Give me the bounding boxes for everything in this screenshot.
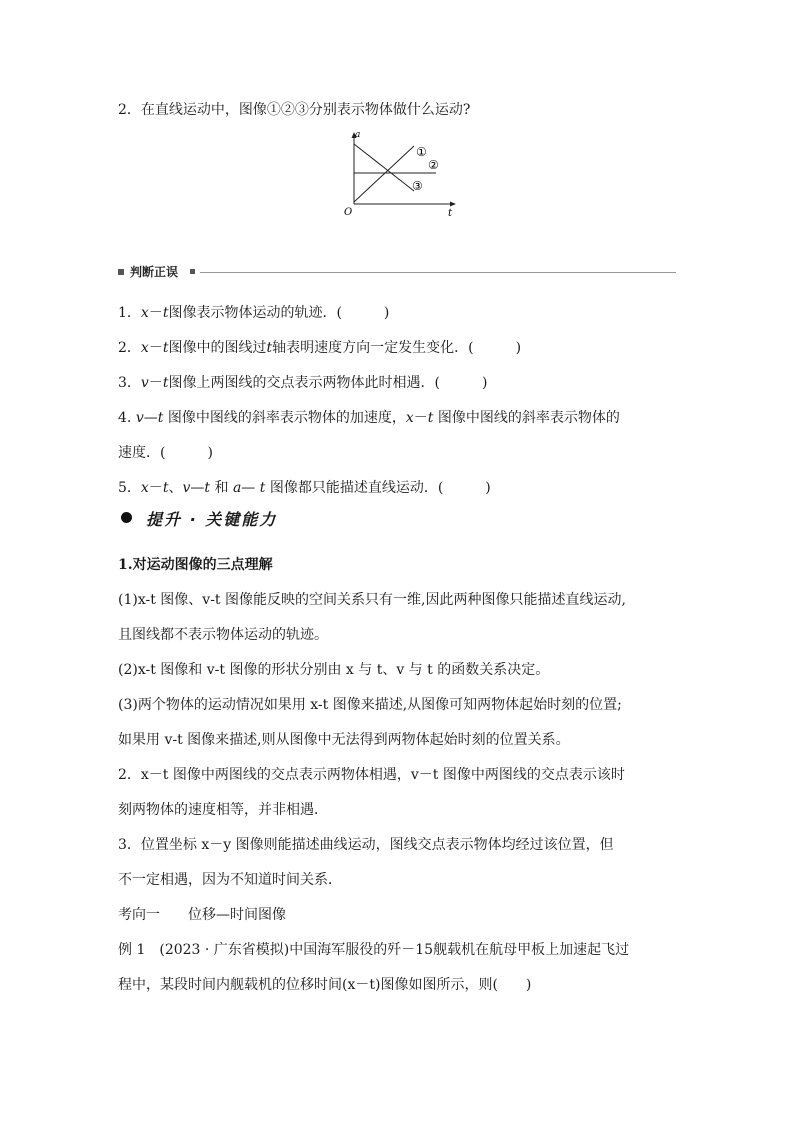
question-2 <box>118 100 470 120</box>
point-1-line-5: 如果用 v-t 图像来描述,则从图像中无法得到两物体起始时刻的位置关系。 <box>118 732 570 748</box>
math-var: x <box>140 340 149 356</box>
math-var: t <box>162 305 169 321</box>
math-var: v <box>140 375 149 391</box>
x-axis-label: t <box>448 208 453 219</box>
judge-item-2 <box>118 338 521 358</box>
item-number: 3． <box>118 375 141 391</box>
item-number: 1． <box>118 305 141 321</box>
item-text: 图像中图线的斜率表示物体的加速度， <box>167 410 406 426</box>
example-line-2: 程中，某段时间内舰载机的位移时间(x－t)图像如图所示，则( ) <box>118 977 532 993</box>
point-2-line-2: 刻两物体的速度相等，并非相遇． <box>118 802 328 818</box>
math-op: － <box>148 340 163 356</box>
point-3-line-1: 3．位置坐标 x－y 图像则能描述曲线运动，图线交点表示物体均经过该位置，但 <box>118 837 614 853</box>
example-line-1: 例 1 (2023 · 广东省模拟)中国海军服役的歼－15舰载机在航母甲板上加速起飞过 <box>118 942 630 958</box>
section-marker <box>118 269 124 275</box>
item-text: 图像都只能描述直线运动．( ) <box>269 480 491 496</box>
y-axis-label: a <box>355 130 361 140</box>
section-rule <box>200 272 676 273</box>
item-number: 4. <box>118 410 132 426</box>
judge-item-3 <box>118 373 487 393</box>
graph-line-3 <box>354 144 414 191</box>
acceleration-time-graph <box>338 128 466 220</box>
math-var: t <box>266 340 273 356</box>
item-text: 轴表明速度方向一定发生变化．( ) <box>272 340 522 356</box>
point-1-line-1: (1)x-t 图像、v-t 图像能反映的空间关系只有一维,因此两种图像只能描述直线运动, <box>118 592 626 608</box>
item-text: 图像中的图线过 <box>168 340 267 356</box>
item-text: 图像表示物体运动的轨迹．( ) <box>168 305 390 321</box>
math-var: x <box>140 305 149 321</box>
direction-title: 位移—时间图像 <box>188 907 286 923</box>
origin-label: O <box>344 207 353 218</box>
question-text: 在直线运动中，图像①②③分别表示物体做什么运动? <box>140 102 471 118</box>
point-1-line-2: 且图线都不表示物体运动的轨迹。 <box>118 627 328 643</box>
point-1-title: 1.对运动图像的三点理解 <box>118 557 273 573</box>
section-judge-header <box>118 265 676 279</box>
direction-heading <box>118 905 286 925</box>
section-title: 判断正误 <box>130 265 179 279</box>
x-axis-arrow <box>450 202 456 207</box>
line-label-2: ② <box>428 158 439 172</box>
item-text: 图像上两图线的交点表示两物体此时相遇．( ) <box>168 375 488 391</box>
judge-item-4-line-1: 4. v—t 图像中图线的斜率表示物体的加速度，x－t 图像中图线的斜率表示物体的 <box>118 410 620 426</box>
item-text: 图像中图线的斜率表示物体的 <box>437 410 620 426</box>
point-3-line-2: 不一定相遇，因为不知道时间关系． <box>118 872 342 888</box>
point-1-line-4: (3)两个物体的运动情况如果用 x-t 图像来描述,从图像可知两物体起始时刻的位置; <box>118 697 622 713</box>
section-marker <box>190 269 195 274</box>
section-ability-title: 提升 · 关键能力 <box>146 510 278 529</box>
point-2-line-1: 2．x－t 图像中两图线的交点表示两物体相遇，v－t 图像中两图线的交点表示该时 <box>118 767 625 783</box>
math-var: t <box>162 340 169 356</box>
judge-item-4-line-2 <box>118 443 213 463</box>
judge-item-1 <box>118 303 389 323</box>
question-number: 2． <box>118 102 141 118</box>
line-label-1: ① <box>416 145 427 159</box>
item-number: 5． <box>118 480 141 496</box>
direction-label: 考向一 <box>118 907 160 923</box>
judge-item-5: 5．x－t、v—t 和 a— t 图像都只能描述直线运动．( ) <box>118 480 491 496</box>
graph-line-1 <box>354 146 414 202</box>
math-var: t <box>162 375 169 391</box>
point-1-line-3: (2)x-t 图像和 v-t 图像的形状分别由 x 与 t、v 与 t 的函数关系决定。 <box>118 662 550 678</box>
item-text: 速度．( ) <box>118 445 213 461</box>
line-label-3: ③ <box>412 179 423 193</box>
section-bullet-icon <box>121 512 132 523</box>
math-op: － <box>148 375 163 391</box>
item-number: 2． <box>118 340 141 356</box>
math-op: － <box>148 305 163 321</box>
